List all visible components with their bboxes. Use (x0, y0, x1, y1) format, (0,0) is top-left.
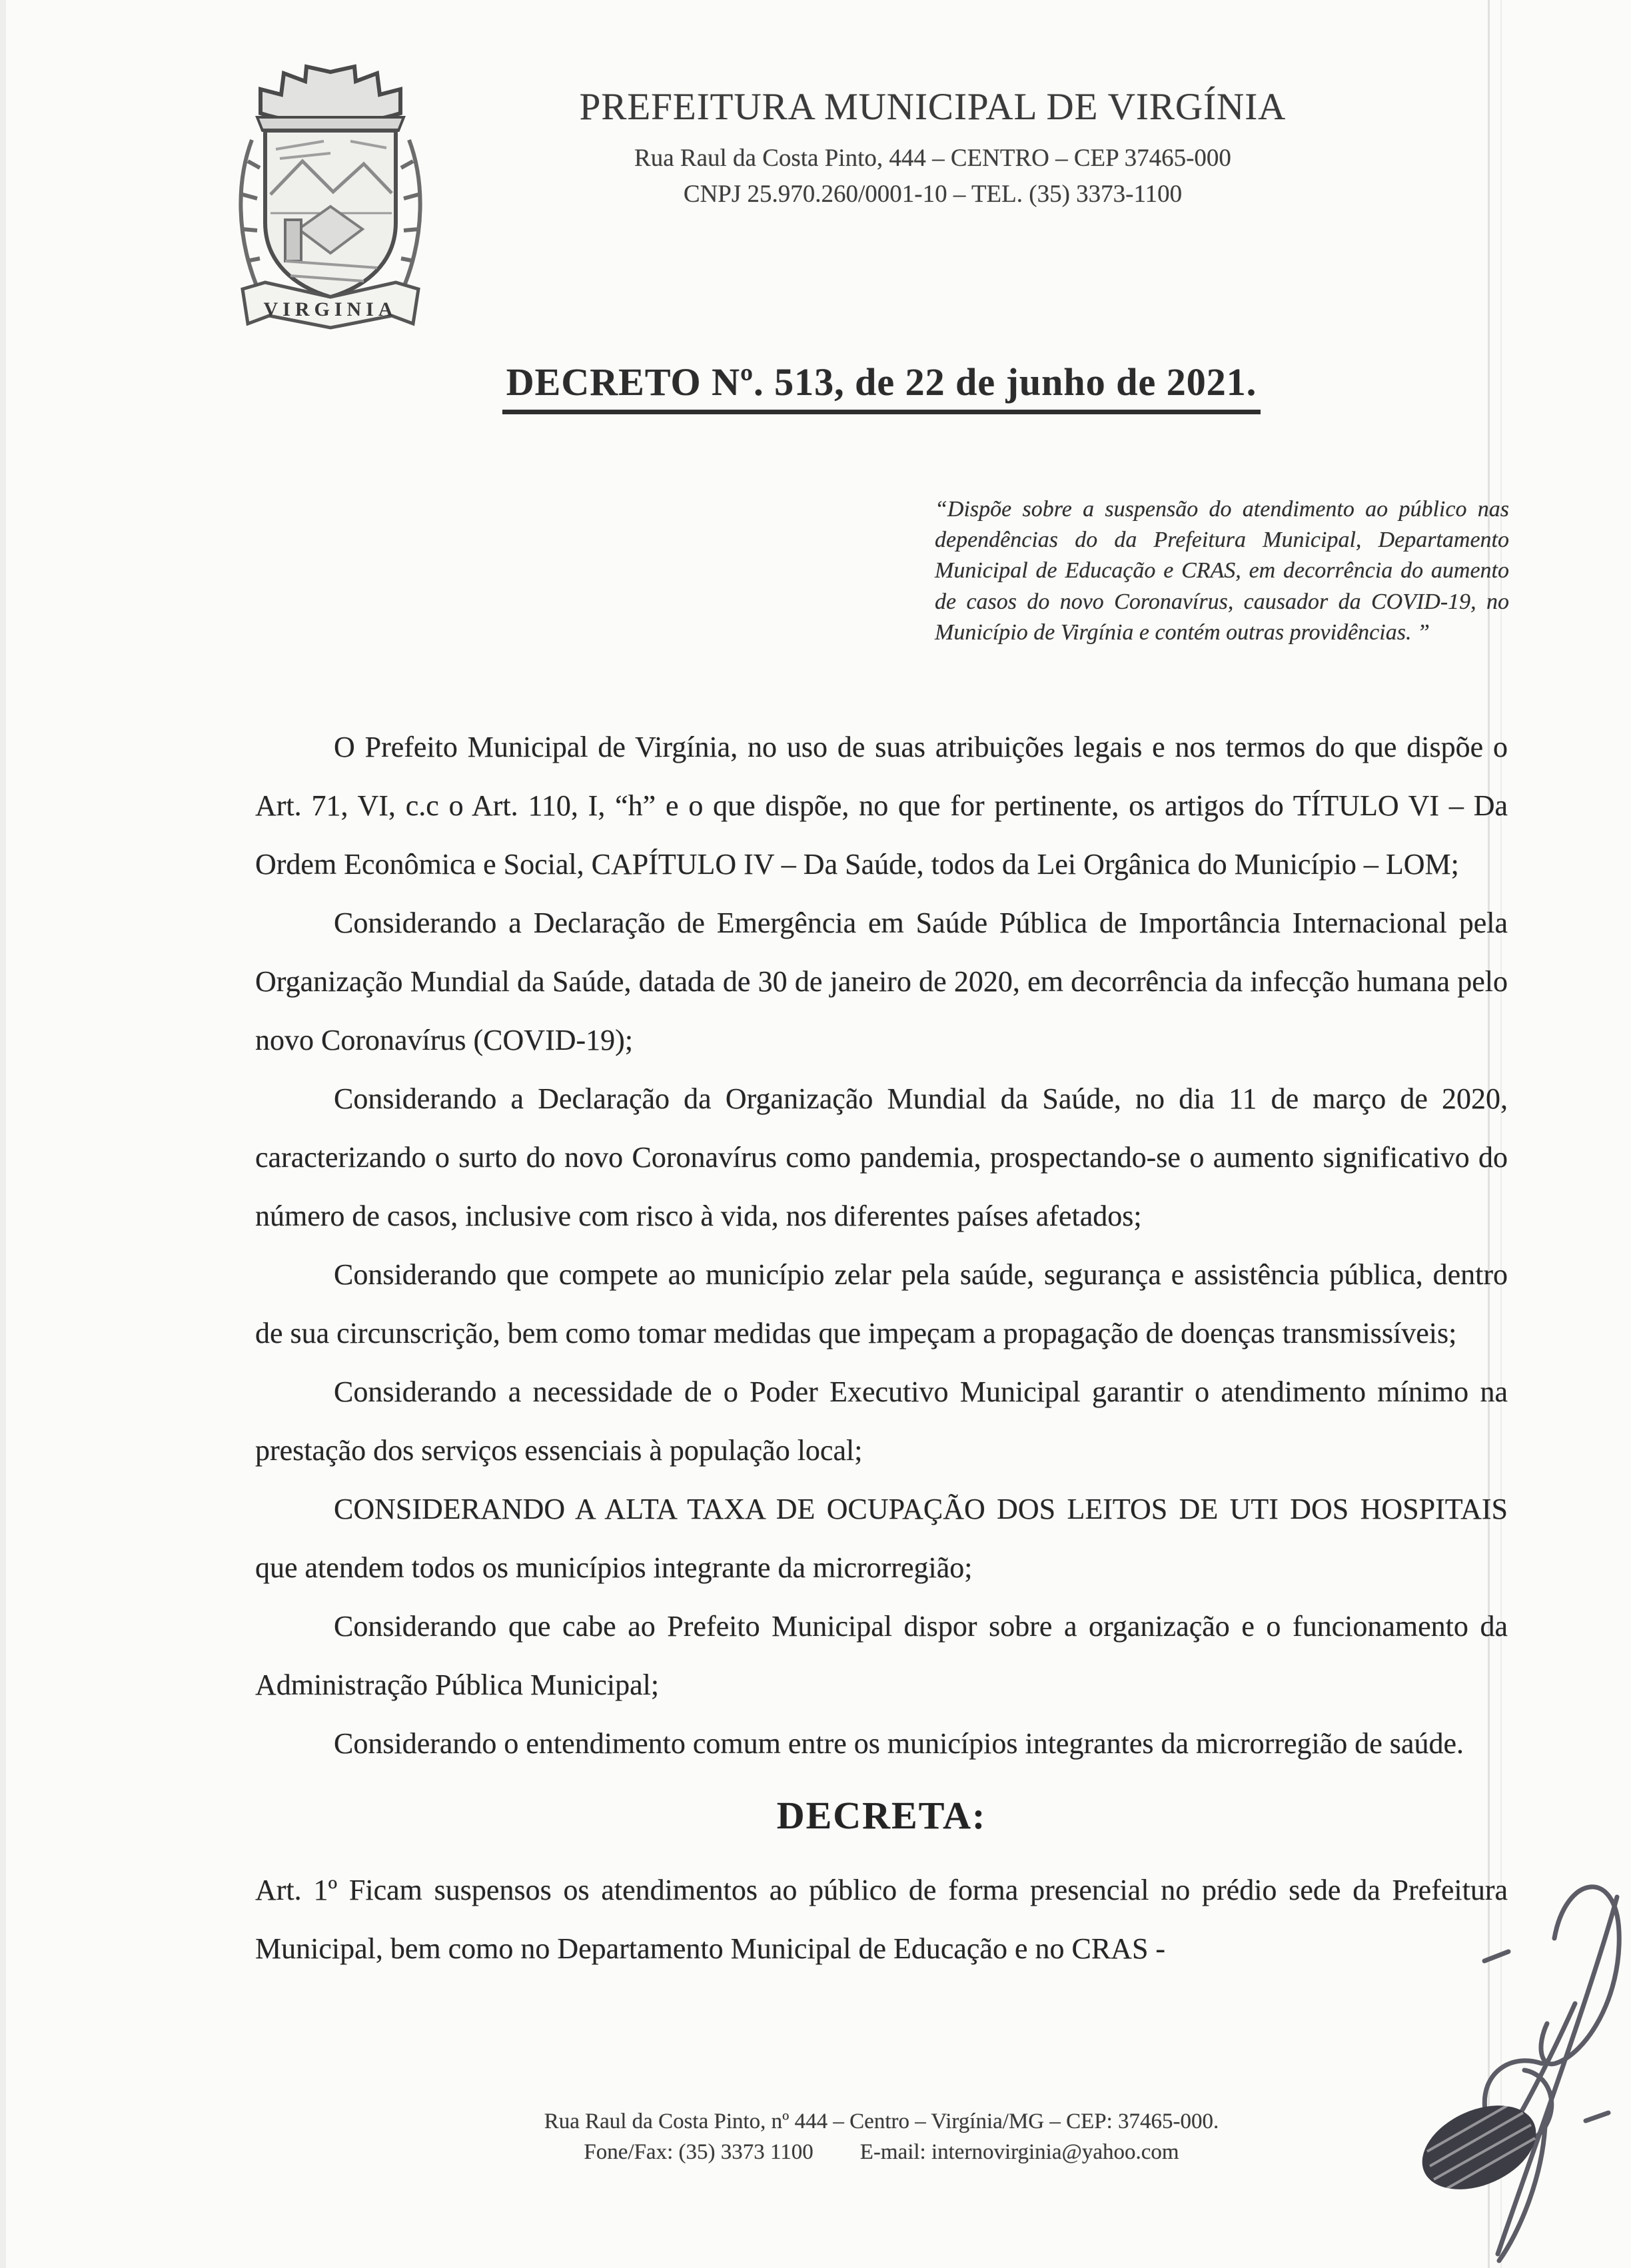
letterhead (440, 85, 1426, 212)
letterhead-address: Rua Raul da Costa Pinto, 444 – CENTRO – CEP 37465-000 (634, 145, 1231, 172)
footer-email: E-mail: internovirginia@yahoo.com (859, 2140, 1179, 2165)
considerando-paragraph: Considerando a Declaração de Emergência em Saúde Pública de Importância Internacional pela Organização Mundial da Saúde, datada de 30 de janeiro de 2020, em decorrência da infecção humana pelo novo Coronavírus (COVID-19); (255, 907, 1508, 1056)
org-name: PREFEITURA MUNICIPAL DE VIRGÍNIA (579, 86, 1287, 128)
decree-title: DECRETO Nº. 513, de 22 de junho de 2021. (502, 360, 1261, 414)
decree-body (255, 718, 1508, 1978)
considerando-paragraph: CONSIDERANDO A ALTA TAXA DE OCUPAÇÃO DOS LEITOS DE UTI DOS HOSPITAIS que atendem todos os municípios integrante da microrregião; (255, 1493, 1508, 1584)
considerando-paragraph: Considerando a Declaração da Organização Mundial da Saúde, no dia 11 de março de 2020, caracterizando o surto do novo Coronavírus como pandemia, prospectando-se o aumento significativo do número de casos, inclusive com risco à vida, nos diferentes países afetados; (255, 1082, 1508, 1232)
decree-epigraph: “Dispõe sobre a suspensão do atendimento ao público nas dependências do da Prefeitura Municipal, Departamento Municipal de Educação e CRAS, em decorrência do aumento de casos do novo Coronavírus, causador da COVID-19, no Município de Virgínia e contém outras providências. ” (935, 497, 1509, 645)
considerando-paragraph: Considerando o entendimento comum entre os municípios integrantes da microrregião de saúde. (334, 1727, 1464, 1760)
decreta-heading: DECRETA: (776, 1794, 987, 1837)
handwritten-signature (1418, 1833, 1631, 2266)
decree-title-wrap (255, 360, 1508, 414)
footer-phone: Fone/Fax: (35) 3373 1100 (584, 2140, 814, 2165)
crest-banner-label: VIRGINIA (263, 298, 398, 320)
article-1-paragraph: Art. 1º Ficam suspensos os atendimentos ao público de forma presencial no prédio sede da Prefeitura Municipal, bem como no Departamento Municipal de Educação e no CRAS - (255, 1874, 1508, 1965)
considerando-paragraph: Considerando que cabe ao Prefeito Municipal dispor sobre a organização e o funcionamento da Administração Pública Municipal; (255, 1610, 1508, 1701)
scan-edge-shadow (0, 0, 6, 2268)
page-footer (255, 2106, 1508, 2167)
footer-address: Rua Raul da Costa Pinto, nº 444 – Centro – Virgínia/MG – CEP: 37465-000. (544, 2109, 1219, 2133)
considerando-paragraph: Considerando que compete ao município zelar pela saúde, segurança e assistência pública, dentro de sua circunscrição, bem como tomar medidas que impeçam a propagação de doenças transmissíveis; (255, 1258, 1508, 1349)
letterhead-cnpj-tel: CNPJ 25.970.260/0001-10 – TEL. (35) 3373-1100 (683, 180, 1183, 208)
municipal-coat-of-arms-icon (224, 61, 437, 334)
footer-contact (255, 2137, 1508, 2167)
preamble-paragraph: O Prefeito Municipal de Virgínia, no uso de suas atribuições legais e nos termos do que dispõe o Art. 71, VI, c.c o Art. 110, I, “h” e o que dispõe, no que for pertinente, os artigos do TÍTULO VI – Da Ordem Econômica e Social, CAPÍTULO IV – Da Saúde, todos da Lei Orgânica do Município – LOM; (255, 731, 1508, 881)
considerando-paragraph: Considerando a necessidade de o Poder Executivo Municipal garantir o atendimento mínimo na prestação dos serviços essenciais à população local; (255, 1375, 1508, 1467)
